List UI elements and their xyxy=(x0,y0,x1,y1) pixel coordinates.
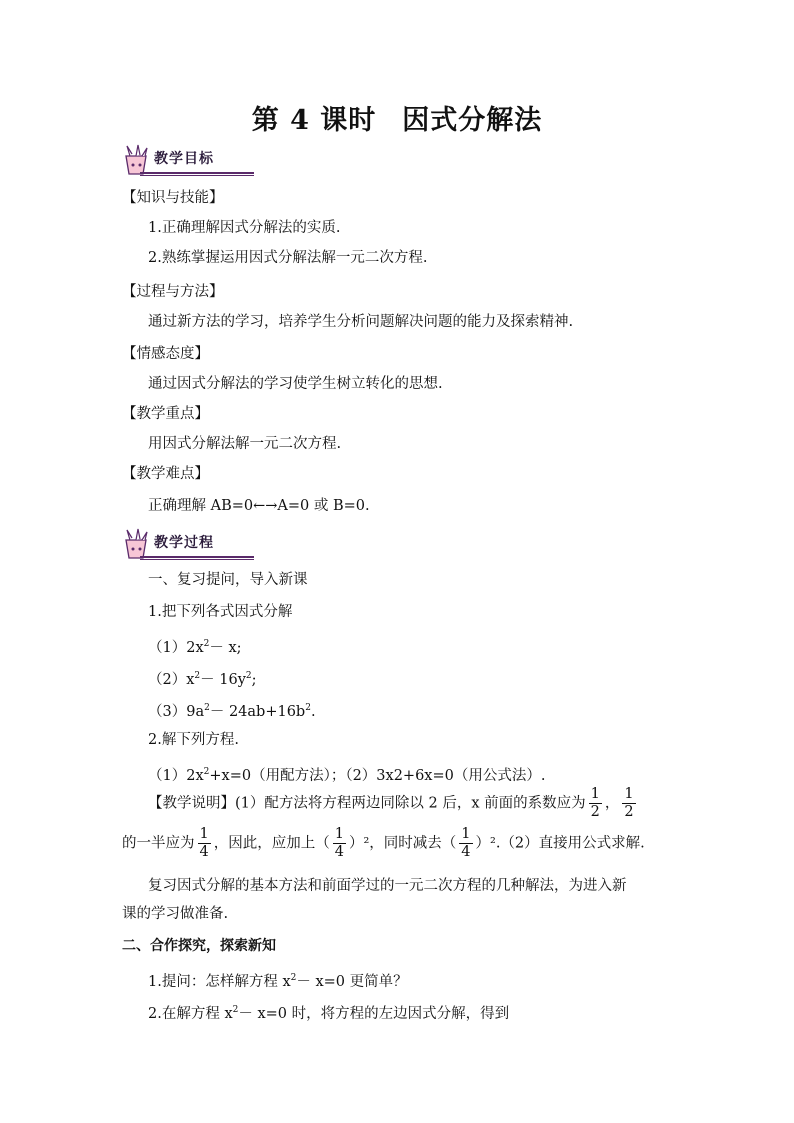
process-item-1: 通过新方法的学习，培养学生分析问题解决问题的能力及探索精神. xyxy=(148,314,574,330)
fraction-one-quarter: $\frac{1}{4}$ xyxy=(334,826,344,860)
teaching-note-line-2: 的一半应为 $\frac{1}{4}$ ，因此，应加上（ $\frac{1}{4}$ ）²，同时减去（ $\frac{1}{4}$ ）².（2）直接用公式求解. xyxy=(122,826,645,860)
explore-question-1: 1.提问：怎样解方程 $x^2- x=0$ 更简单？ xyxy=(148,973,408,990)
heading-key-point: 【教学重点】 xyxy=(122,406,209,422)
review-expression-3: $(3)9a^2- 24ab+16b^2$. xyxy=(148,703,316,720)
badge-label: 教学目标 xyxy=(154,151,214,167)
review-expression-1: $(1)2x^2- x$; xyxy=(148,639,242,656)
fraction-one-half: $\frac{1}{2}$ xyxy=(590,786,600,820)
section-badge-objectives xyxy=(116,144,256,178)
review-question-1: 1.把下列各式因式分解 xyxy=(148,604,293,620)
review-question-2: 2.解下列方程. xyxy=(148,732,239,748)
title-topic: 因式分解法 xyxy=(402,105,543,136)
review-summary-line-2: 课的学习做准备. xyxy=(122,906,229,922)
fraction-one-quarter: $\frac{1}{4}$ xyxy=(199,826,209,860)
knowledge-item-2: 2.熟练掌握运用因式分解法解一元二次方程. xyxy=(148,250,428,266)
knowledge-item-1: 1.正确理解因式分解法的实质. xyxy=(148,220,341,236)
fraction-one-half: $\frac{1}{2}$ xyxy=(624,786,634,820)
section-2-title: 二、合作探究，探索新知 xyxy=(122,938,276,954)
heading-knowledge: 【知识与技能】 xyxy=(122,190,224,206)
difficulty-item-1: 正确理解 AB=0←→A=0 或 B=0. xyxy=(148,498,370,514)
page-title xyxy=(0,98,794,137)
title-lesson-number: 第 4 课时 xyxy=(251,105,377,136)
heading-process: 【过程与方法】 xyxy=(122,284,224,300)
review-equations: $(1)2x^2+x=0$（用配方法）；（2）3x2+6x=0（用公式法）. xyxy=(148,767,546,784)
attitude-item-1: 通过因式分解法的学习使学生树立转化的思想. xyxy=(148,376,443,392)
review-summary-line-1: 复习因式分解的基本方法和前面学过的一元二次方程的几种解法，为进入新 xyxy=(148,878,627,894)
badge-label: 教学过程 xyxy=(154,535,214,551)
heading-difficulty: 【教学难点】 xyxy=(122,466,209,482)
key-point-item-1: 用因式分解法解一元二次方程. xyxy=(148,436,342,452)
section-badge-process xyxy=(116,528,256,562)
section-1-title: 一、复习提问，导入新课 xyxy=(148,572,308,588)
explore-question-2: 2.在解方程 $x^2- x=0$ 时，将方程的左边因式分解，得到 xyxy=(148,1005,510,1022)
fraction-one-quarter: $\frac{1}{4}$ xyxy=(461,826,471,860)
heading-attitude: 【情感态度】 xyxy=(122,346,209,362)
teaching-note-line-1: 【教学说明】(1）配方法将方程两边同除以 2 后，x 前面的系数应为 $\frac{1}{2}$ ， $\frac{1}{2}$ xyxy=(148,786,634,820)
review-expression-2: $(2)x^2- 16y^2$; xyxy=(148,671,257,688)
